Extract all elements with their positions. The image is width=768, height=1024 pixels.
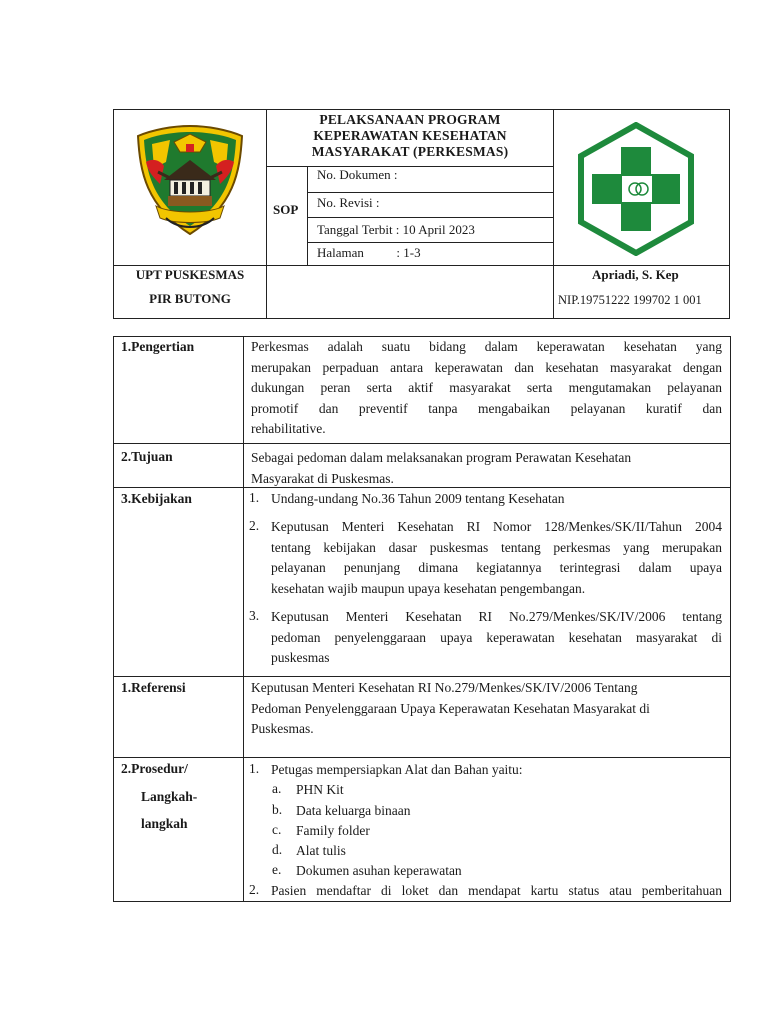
prosedur-subitem: Data keluarga binaan (296, 803, 411, 818)
prosedur-step-number: 2. (249, 882, 260, 897)
tujuan-text: Sebagai pedoman dalam melaksanakan program Perawatan Kesehatan Masyarakat di Puskesmas. (251, 450, 632, 486)
label-prosedur-line2: Langkah- (141, 789, 198, 804)
document-title: PELAKSANAAN PROGRAM KEPERAWATAN KESEHATAN MASYARAKAT (PERKESMAS) (311, 112, 509, 159)
pengertian-text: Perkesmas adalah suatu bidang dalam keperawatan kesehatan yang merupakan perpaduan antara keperawatan dan kesehatan masyarakat dengan dukungan peran serta aktif masyarakat serta mengutamakan pelayanan promotif dan preventif tanpa mengabaikan pelayanan kuratif dan rehabilitative. (251, 339, 722, 436)
field-no-revisi: No. Revisi : (317, 195, 380, 210)
prosedur-step: Pasien mendaftar di loket dan mendapat kartu status atau pemberitahuan (271, 883, 722, 898)
prosedur-subitem: PHN Kit (296, 782, 344, 797)
signer-nip: NIP.19751222 199702 1 001 (558, 293, 702, 307)
sop-header-table (113, 109, 730, 319)
kebijakan-item: Keputusan Menteri Kesehatan RI No.279/Menkes/SK/IV/2006 tentang pedoman penyelenggaraan upaya keperawatan kesehatan masyarakat di puskesmas (271, 609, 722, 665)
kebijakan-item-number: 3. (249, 608, 260, 623)
signer-name: Apriadi, S. Kep (592, 267, 679, 282)
label-prosedur-line3: langkah (141, 816, 188, 831)
kebijakan-item-number: 1. (249, 490, 260, 505)
prosedur-subitem: Family folder (296, 823, 370, 838)
puskesmas-logo (576, 122, 696, 256)
field-halaman: Halaman : 1-3 (317, 245, 421, 260)
prosedur-subitem-letter: a. (272, 781, 282, 796)
sop-label: SOP (273, 202, 299, 217)
prosedur-subitem: Dokumen asuhan keperawatan (296, 863, 462, 878)
label-tujuan: 2.Tujuan (121, 449, 173, 464)
org-name-line1: UPT PUSKESMAS (135, 267, 245, 282)
kebijakan-item-number: 2. (249, 518, 260, 533)
label-prosedur: 2.Prosedur/ (121, 761, 188, 776)
org-name-line2: PIR BUTONG (149, 291, 231, 306)
referensi-text: Keputusan Menteri Kesehatan RI No.279/Menkes/SK/IV/2006 Tentang Pedoman Penyelenggaraan Upaya Keperawatan Kesehatan Masyarakat di Puskesmas. (251, 680, 650, 736)
label-referensi: 1.Referensi (121, 680, 186, 695)
prosedur-step: Petugas mempersiapkan Alat dan Bahan yaitu: (271, 762, 523, 777)
prosedur-subitem: Alat tulis (296, 843, 346, 858)
field-tanggal-terbit: Tanggal Terbit : 10 April 2023 (317, 222, 475, 237)
field-no-dokumen: No. Dokumen : (317, 167, 398, 182)
prosedur-subitem-letter: b. (272, 802, 283, 817)
prosedur-subitem-letter: c. (272, 822, 282, 837)
kebijakan-item: Undang-undang No.36 Tahun 2009 tentang Kesehatan (271, 491, 565, 506)
prosedur-step-number: 1. (249, 761, 260, 776)
regency-emblem-logo (130, 122, 250, 240)
label-kebijakan: 3.Kebijakan (121, 491, 192, 506)
kebijakan-item: Keputusan Menteri Kesehatan RI Nomor 128/Menkes/SK/II/Tahun 2004 tentang kebijakan dasar puskesmas tentang perkesmas yang merupakan pelayanan penunjang dimana kegiatannya terintegrasi dalam upaya kesehatan wajib maupun upaya kesehatan pengembangan. (271, 519, 722, 596)
prosedur-subitem-letter: d. (272, 842, 283, 857)
prosedur-subitem-letter: e. (272, 862, 282, 877)
sop-content-table (113, 336, 731, 902)
label-pengertian: 1.Pengertian (121, 339, 195, 354)
